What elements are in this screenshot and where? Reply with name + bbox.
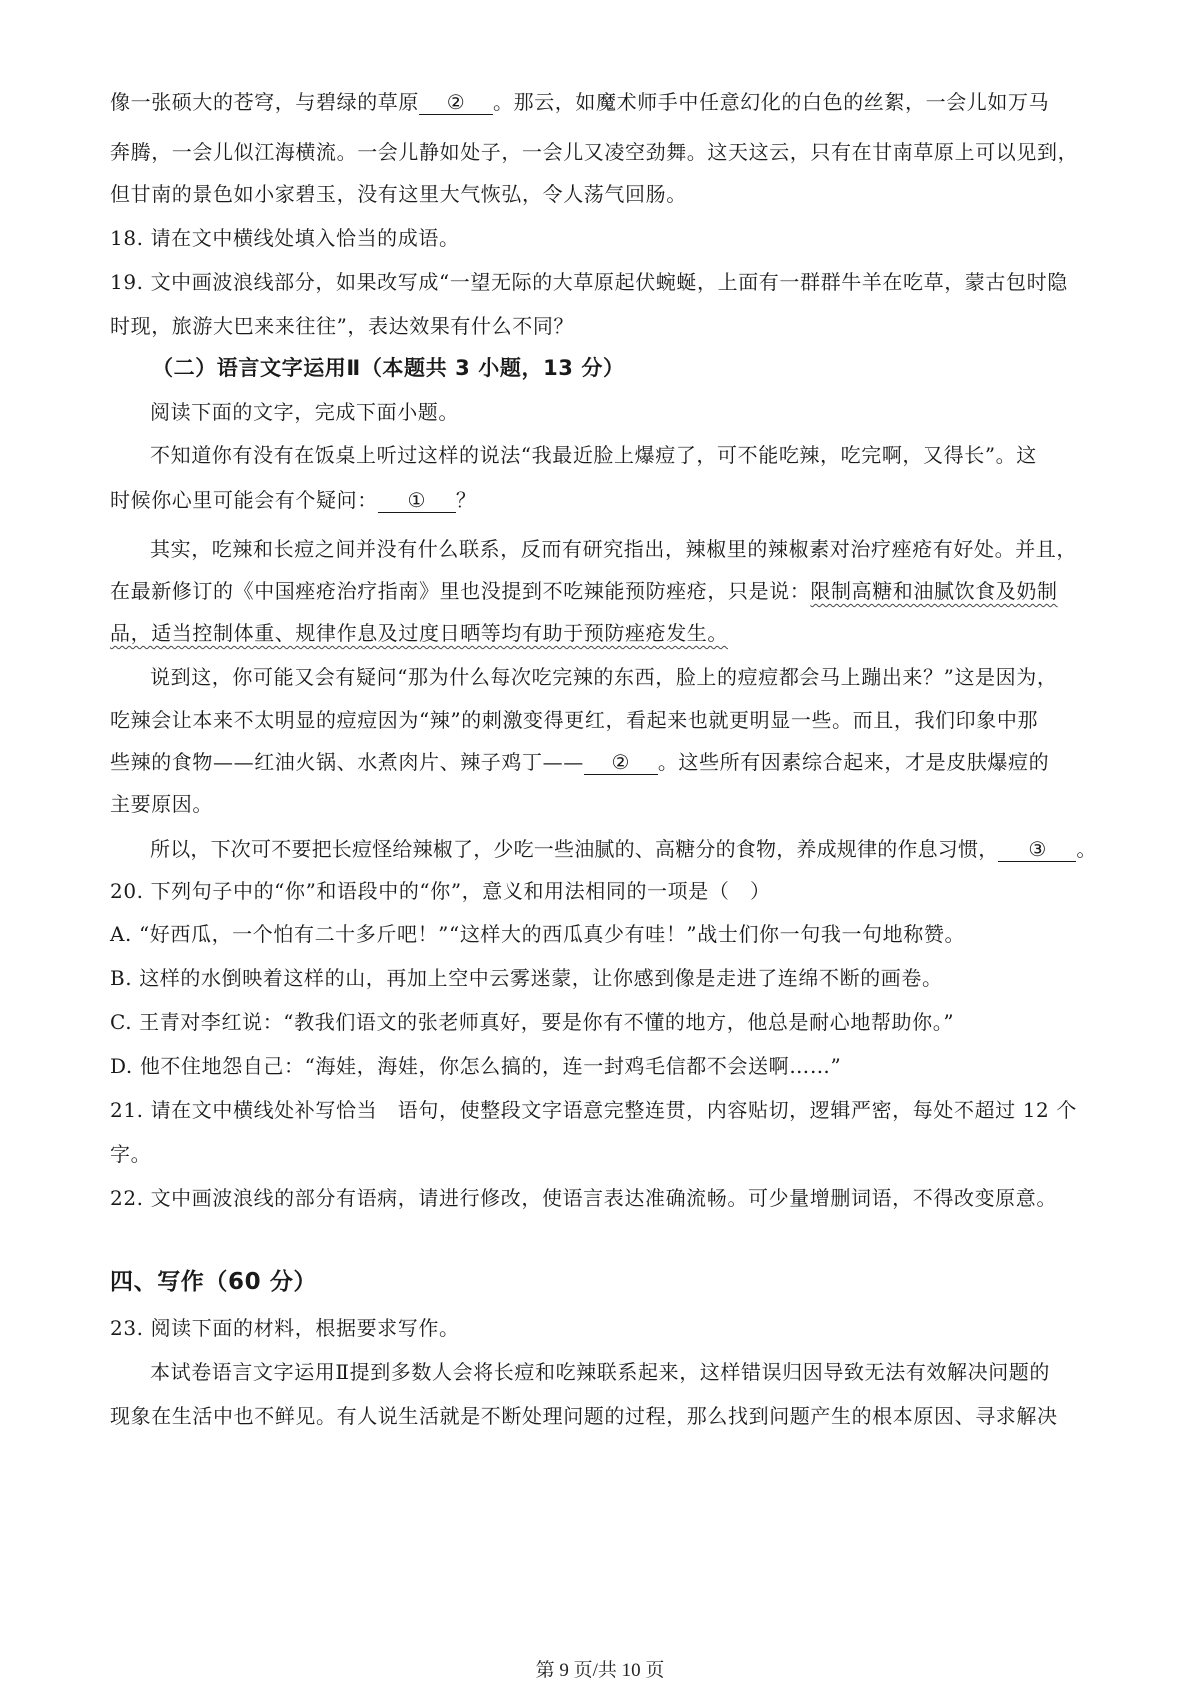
paragraph-text: 在最新修订的《中国痤疮治疗指南》里也没提到不吃辣能预防痤疮，只是说： bbox=[110, 579, 811, 603]
page-number: 第 9 页/共 10 页 bbox=[535, 1660, 665, 1681]
section-heading: （二）语言文字运用Ⅱ（本题共 3 小题，13 分） bbox=[152, 356, 625, 380]
paragraph-line: 主要原因。 bbox=[110, 792, 213, 816]
question-18: 18. 请在文中横线处填入恰当的成语。 bbox=[110, 226, 460, 250]
paragraph-line bbox=[110, 748, 1100, 776]
option-a: A. “好西瓜，一个怕有二十多斤吧！”“这样大的西瓜真少有哇！”战士们你一句我一句地称赞。 bbox=[110, 922, 966, 946]
question-23: 23. 阅读下面的材料，根据要求写作。 bbox=[110, 1316, 460, 1340]
passage-text: 像一张硕大的苍穹，与碧绿的草原 bbox=[110, 90, 419, 114]
passage-line: 奔腾，一会儿似江海横流。一会儿静如处子，一会儿又凌空劲舞。这天这云，只有在甘南草原上可以见到， bbox=[110, 140, 1079, 164]
instruction: 阅读下面的文字，完成下面小题。 bbox=[150, 400, 459, 424]
material-line: 本试卷语言文字运用Ⅱ提到多数人会将长痘和吃辣联系起来，这样错误归因导致无法有效解决问题的 bbox=[150, 1360, 1050, 1384]
option-b: B. 这样的水倒映着这样的山，再加上空中云雾迷蒙，让你感到像是走进了连绵不断的画卷。 bbox=[110, 966, 943, 990]
answer-blank-2: ② bbox=[584, 750, 658, 775]
paragraph-line: 吃辣会让本来不太明显的痘痘因为“辣”的刺激变得更红，看起来也就更明显一些。而且，我们印象中那 bbox=[110, 708, 1039, 732]
question-20: 20. 下列句子中的“你”和语段中的“你”，意义和用法相同的一项是（ ） bbox=[110, 879, 771, 903]
passage-text: 。那云，如魔术师手中任意幻化的白色的丝絮，一会儿如万马 bbox=[493, 90, 1050, 114]
part-heading: 四、写作（60 分） bbox=[110, 1269, 318, 1295]
question-22: 22. 文中画波浪线的部分有语病，请进行修改，使语言表达准确流畅。可少量增删词语，不得改变原意。 bbox=[110, 1186, 1057, 1210]
answer-blank-2: ② bbox=[419, 90, 493, 115]
passage-line: 但甘南的景色如小家碧玉，没有这里大气恢弘，令人荡气回肠。 bbox=[110, 182, 687, 206]
option-d: D. 他不住地怨自己：“海娃，海娃，你怎么搞的，连一封鸡毛信都不会送啊……” bbox=[110, 1054, 842, 1078]
option-c: C. 王青对李红说：“教我们语文的张老师真好，要是你有不懂的地方，他总是耐心地帮助你。” bbox=[110, 1010, 955, 1034]
paragraph-line bbox=[110, 577, 1100, 605]
wavy-underlined-text: 限制高糖和油腻饮食及奶制 bbox=[810, 579, 1058, 603]
wavy-underlined-text: 品，适当控制体重、规律作息及过度日晒等均有助于预防痤疮发生。 bbox=[110, 621, 728, 645]
paragraph-text: 所以，下次可不要把长痘怪给辣椒了，少吃一些油腻的、高糖分的食物，养成规律的作息习惯， bbox=[150, 837, 999, 861]
answer-blank-3: ③ bbox=[998, 837, 1076, 862]
paragraph-text: 。这些所有因素综合起来，才是皮肤爆痘的 bbox=[657, 750, 1050, 774]
paragraph-text: 时候你心里可能会有个疑问： bbox=[110, 488, 378, 512]
question-19: 19. 文中画波浪线部分，如果改写成“一望无际的大草原起伏蜿蜒，上面有一群群牛羊在吃草，蒙古包时隐 bbox=[110, 270, 1068, 294]
paragraph-line bbox=[110, 486, 1100, 514]
answer-blank-1: ① bbox=[378, 488, 456, 513]
paragraph-text: 。 bbox=[1076, 837, 1097, 861]
paragraph-line: 说到这，你可能又会有疑问“那为什么每次吃完辣的东西，脸上的痘痘都会马上蹦出来？”这是因为， bbox=[150, 665, 1058, 689]
passage-line bbox=[110, 88, 1100, 116]
paragraph-text: 些辣的食物——红油火锅、水煮肉片、辣子鸡丁—— bbox=[110, 750, 584, 774]
question-19-cont: 时现，旅游大巴来来往往”，表达效果有什么不同？ bbox=[110, 314, 575, 338]
paragraph-line bbox=[110, 619, 1100, 647]
paragraph-text: ？ bbox=[455, 488, 477, 512]
paragraph-line: 其实，吃辣和长痘之间并没有什么联系，反而有研究指出，辣椒里的辣椒素对治疗痤疮有好处。并且， bbox=[150, 537, 1077, 561]
material-line: 现象在生活中也不鲜见。有人说生活就是不断处理问题的过程，那么找到问题产生的根本原因、寻求解决 bbox=[110, 1404, 1058, 1428]
question-21-cont: 字。 bbox=[110, 1142, 152, 1166]
question-21: 21. 请在文中横线处补写恰当 语句，使整段文字语意完整连贯，内容贴切，逻辑严密，每处不超过 12 个 bbox=[110, 1098, 1077, 1122]
paragraph-line bbox=[150, 835, 1100, 863]
paragraph-line: 不知道你有没有在饭桌上听过这样的说法“我最近脸上爆痘了，可不能吃辣，吃完啊，又得长”。这 bbox=[150, 443, 1037, 467]
